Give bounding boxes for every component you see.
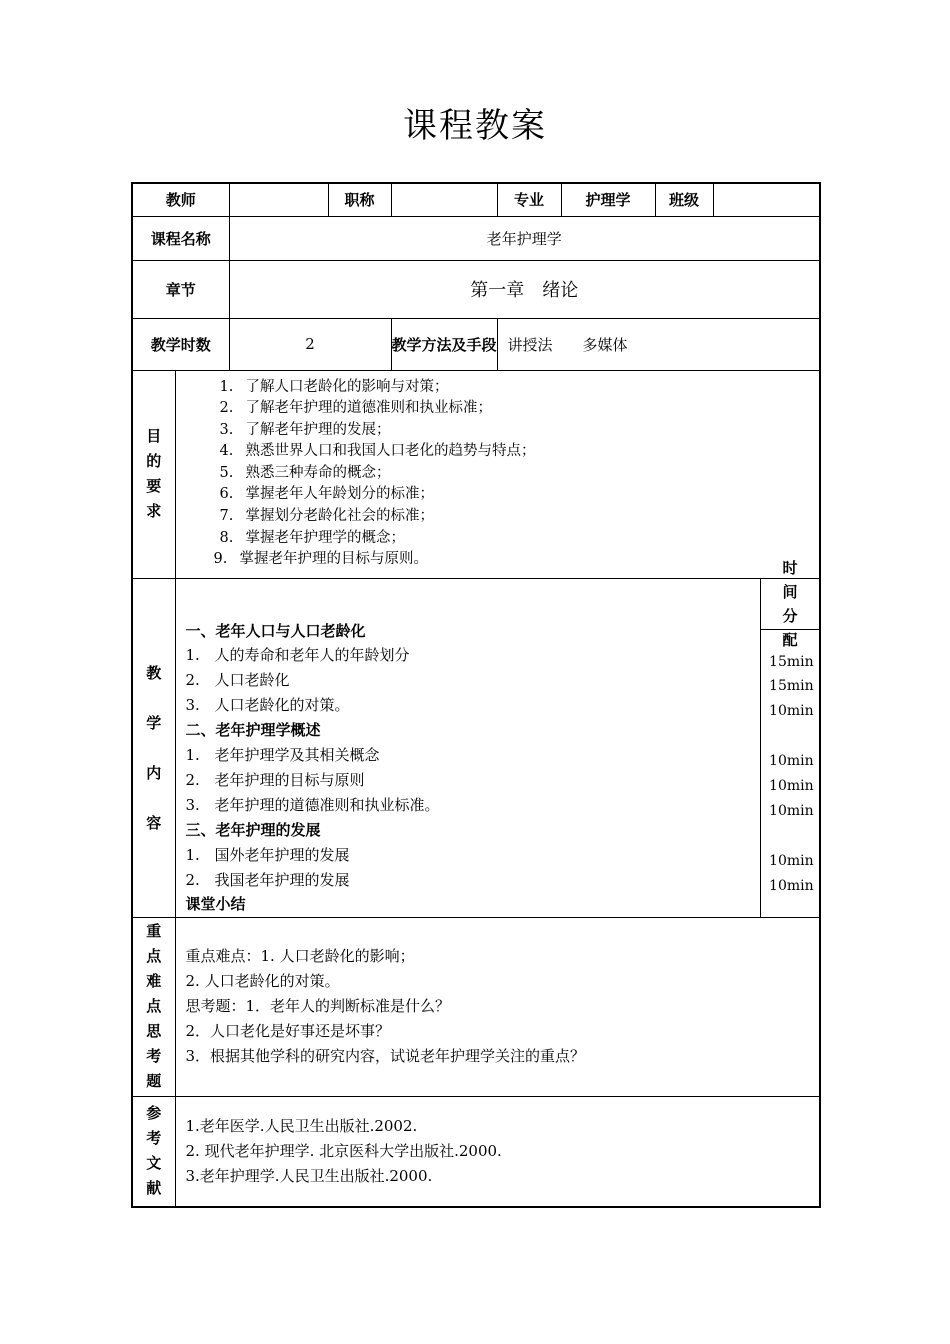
- list-item: 8. 掌握老年护理学的概念；: [219, 529, 405, 546]
- reference-item: 3.老年护理学.人民卫生出版社.2000.: [185, 1166, 433, 1185]
- list-item: 3. 老年护理的道德准则和执业标准。: [185, 795, 440, 814]
- list-item: 1. 人的寿命和老年人的年龄划分: [185, 646, 410, 665]
- objectives-label-char: 目: [146, 427, 162, 445]
- list-item: 2. 人口老龄化: [185, 671, 290, 690]
- header-row: [132, 183, 820, 216]
- teacher-value: [229, 183, 328, 216]
- time-spacer: [769, 724, 819, 749]
- course-label: 课程名称: [132, 216, 229, 260]
- list-item: 1. 老年护理学及其相关概念: [185, 746, 380, 765]
- key-points-text: [176, 944, 820, 1069]
- list-item: 3. 了解老年护理的发展；: [219, 421, 391, 438]
- list-item: 2. 了解老年护理的道德准则和执业标准；: [219, 400, 492, 417]
- method-label: 教学方法及手段: [391, 318, 497, 370]
- time-value: 15min: [769, 653, 814, 670]
- time-spacer: [769, 824, 819, 849]
- reference-item: 1.老年医学.人民卫生出版社.2002.: [185, 1116, 418, 1135]
- teacher-label: 教师: [132, 183, 229, 216]
- time-value: 10min: [769, 753, 814, 770]
- list-item: 9. 掌握老年护理的目标与原则。: [213, 551, 428, 568]
- references-row: [132, 1096, 820, 1207]
- content-row: [132, 578, 820, 917]
- time-value: 10min: [769, 777, 814, 794]
- references-text: [176, 1114, 820, 1189]
- method-value: 讲授法 多媒体: [497, 318, 820, 370]
- page-title: 课程教案: [403, 106, 547, 146]
- course-row: [132, 216, 820, 260]
- content-label-char: 容: [146, 813, 162, 832]
- references-label: 参 考 文 献: [132, 1096, 175, 1207]
- section-heading: 一、老年人口与人口老龄化: [185, 621, 366, 640]
- hours-value: 2: [229, 318, 391, 370]
- objectives-content: [175, 370, 820, 578]
- course-value: 老年护理学: [229, 216, 820, 260]
- hours-label: 教学时数: [132, 318, 229, 370]
- list-item: 2. 老年护理的目标与原则: [185, 770, 365, 789]
- objectives-label: [132, 370, 175, 578]
- list-item: 1. 了解人口老龄化的影响与对策；: [219, 378, 449, 395]
- time-allocation-column: [760, 558, 819, 917]
- text-line: 思考题：1．老年人的判断标准是什么？: [185, 997, 451, 1016]
- chapter-row: [132, 260, 820, 318]
- rank-value: [391, 183, 497, 216]
- content-label-char: 教: [146, 663, 162, 682]
- time-value: 10min: [769, 703, 814, 720]
- reference-item: 2. 现代老年护理学. 北京医科大学出版社.2000.: [185, 1141, 502, 1160]
- summary-heading: 课堂小结: [185, 895, 246, 914]
- rank-label: 职称: [328, 183, 391, 216]
- text-line: 2. 人口老龄化的对策。: [185, 972, 340, 991]
- list-item: 5. 熟悉三种寿命的概念；: [219, 464, 391, 481]
- major-label: 专业: [497, 183, 561, 216]
- section-heading: 二、老年护理学概述: [185, 721, 321, 740]
- time-value: 15min: [769, 678, 814, 695]
- major-value: 护理学: [561, 183, 655, 216]
- time-allocation-header: 时 间 分 配: [761, 579, 819, 630]
- time-list: [761, 630, 819, 899]
- references-content: [175, 1096, 820, 1207]
- list-item: 1. 国外老年护理的发展: [185, 845, 350, 864]
- key-points-content: [175, 917, 820, 1096]
- time-value: 10min: [769, 852, 814, 869]
- text-line: 3．根据其他学科的研究内容，试说老年护理学关注的重点？: [185, 1046, 586, 1065]
- key-points-label: 重 点 难 点 思 考 题: [132, 917, 175, 1096]
- list-item: 2. 我国老年护理的发展: [185, 870, 350, 889]
- content-main: [176, 579, 761, 917]
- content-label-char: 内: [146, 763, 162, 782]
- chapter-value: 第一章 绪论: [229, 260, 820, 318]
- section-heading: 三、老年护理的发展: [185, 820, 321, 839]
- list-item: 6. 掌握老年人年龄划分的标准；: [219, 486, 434, 503]
- list-item: 4. 熟悉世界人口和我国人口老化的趋势与特点；: [219, 443, 536, 460]
- objectives-label-char: 的: [146, 452, 162, 470]
- objectives-label-char: 要: [146, 477, 162, 495]
- hours-row: [132, 318, 820, 370]
- class-label: 班级: [655, 183, 713, 216]
- lesson-plan-table: [131, 182, 821, 1208]
- content-label: [132, 578, 175, 917]
- chapter-label: 章节: [132, 260, 229, 318]
- list-item: 7. 掌握划分老龄化社会的标准；: [219, 508, 434, 525]
- class-value: [713, 183, 820, 216]
- time-value: 10min: [769, 802, 814, 819]
- content-label-char: 学: [146, 713, 162, 732]
- text-line: 2．人口老化是好事还是坏事？: [185, 1021, 391, 1040]
- objectives-label-char: 求: [146, 502, 162, 520]
- text-line: 重点难点：1. 人口老龄化的影响；: [185, 947, 415, 966]
- key-points-row: [132, 917, 820, 1096]
- list-item: 3. 人口老龄化的对策。: [185, 696, 350, 715]
- objectives-row: [132, 370, 820, 578]
- time-value: 10min: [769, 877, 814, 894]
- objectives-list: [176, 371, 820, 577]
